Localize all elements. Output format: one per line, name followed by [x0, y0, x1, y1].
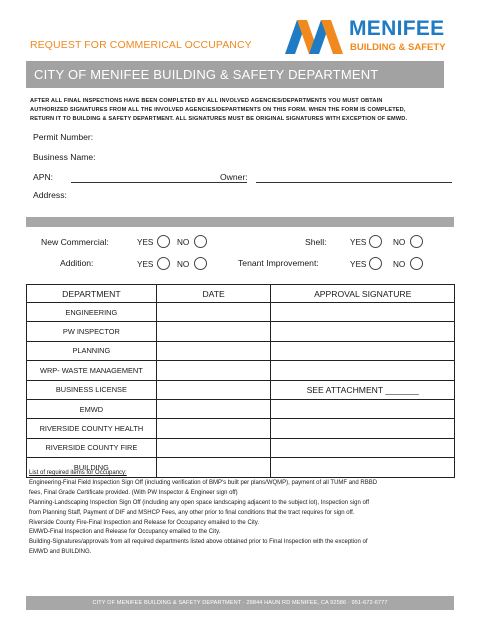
- signature-cell[interactable]: [271, 399, 455, 418]
- requirements-list: [29, 469, 453, 558]
- department-cell: RIVERSIDE COUNTY FIRE: [27, 438, 157, 457]
- department-cell: ENGINEERING: [27, 303, 157, 322]
- logo-subtitle: BUILDING & SAFETY: [350, 42, 446, 53]
- table-row: [27, 419, 455, 438]
- addition-label: Addition:: [60, 258, 94, 268]
- department-cell: WRP- WASTE MANAGEMENT: [27, 361, 157, 380]
- requirement-line: EMWD-Final Inspection and Release for Occupancy emailed to the City.: [29, 529, 221, 536]
- shell-label: Shell:: [305, 237, 327, 247]
- addition-no-radio[interactable]: [194, 257, 207, 270]
- signature-cell[interactable]: [271, 419, 455, 438]
- apn-label: APN:: [33, 172, 54, 182]
- tenant-improvement-no-radio[interactable]: [410, 257, 423, 270]
- addition-yes-radio[interactable]: [157, 257, 170, 270]
- tenant-improvement-no-label: NO: [393, 260, 406, 269]
- business-name-label: Business Name:: [33, 152, 96, 162]
- shell-yes-label: YES: [350, 238, 367, 247]
- signature-cell[interactable]: [271, 303, 455, 322]
- column-header-date: DATE: [156, 285, 271, 303]
- date-cell[interactable]: [156, 419, 271, 438]
- requirement-line: EMWD and BUILDING.: [29, 549, 92, 556]
- shell-no-radio[interactable]: [410, 235, 423, 248]
- table-row: [27, 380, 455, 399]
- approval-table: [26, 284, 455, 478]
- table-row: [27, 399, 455, 418]
- new-commercial-yes-radio[interactable]: [157, 235, 170, 248]
- apn-input-line[interactable]: [71, 182, 247, 183]
- table-header-row: [27, 285, 455, 303]
- requirement-line: Building-Signatures/approvals from all required departments listed above obtained prior to Final Inspection with the exception of: [29, 539, 368, 546]
- date-cell[interactable]: [156, 438, 271, 457]
- signature-cell[interactable]: [271, 322, 455, 341]
- form-title: REQUEST FOR COMMERICAL OCCUPANCY: [30, 39, 252, 51]
- date-cell[interactable]: [156, 399, 271, 418]
- tenant-improvement-yes-label: YES: [350, 260, 367, 269]
- column-header-signature: APPROVAL SIGNATURE: [271, 285, 455, 303]
- shell-no-label: NO: [393, 238, 406, 247]
- permit-number-label: Permit Number:: [33, 132, 94, 142]
- date-cell[interactable]: [156, 361, 271, 380]
- requirement-line: Planning-Landscaping Inspection Sign Off (including any open space landscaping adjacent to the subject lot), Inspection sign off: [29, 499, 370, 506]
- new-commercial-label: New Commercial:: [41, 237, 109, 247]
- requirements-heading: List of required items for Occupancy:: [29, 470, 127, 476]
- new-commercial-no-radio[interactable]: [194, 235, 207, 248]
- addition-yes-label: YES: [137, 260, 154, 269]
- department-cell: EMWD: [27, 399, 157, 418]
- table-row: [27, 438, 455, 457]
- requirement-line: fees, Final Grade Certificate provided. (With PW Inspector & Engineer sign off): [29, 489, 238, 496]
- menifee-logo: [283, 16, 453, 56]
- date-cell[interactable]: [156, 341, 271, 360]
- signature-cell[interactable]: [271, 380, 455, 399]
- tenant-improvement-label: Tenant Improvement:: [238, 258, 319, 268]
- instruction-line: AFTER ALL FINAL INSPECTIONS HAVE BEEN COMPLETED BY ALL INVOLVED AGENCIES/DEPARTMENTS YOU MUST OBTAIN: [30, 98, 383, 104]
- table-row: [27, 303, 455, 322]
- addition-no-label: NO: [177, 260, 190, 269]
- requirement-line: Engineering-Final Field Inspection Sign Off (including verification of BMP's built per plans/WQMP), payment of all TUMF and RBBD: [29, 479, 378, 486]
- instructions: [30, 97, 450, 124]
- department-cell: RIVERSIDE COUNTY HEALTH: [27, 419, 157, 438]
- section-divider: [26, 217, 454, 227]
- department-cell: PW INSPECTOR: [27, 322, 157, 341]
- owner-input-line[interactable]: [256, 182, 452, 183]
- menifee-logo-mark-icon: [283, 16, 345, 54]
- tenant-improvement-yes-radio[interactable]: [369, 257, 382, 270]
- instruction-line: AUTHORIZED SIGNATURES FROM ALL THE INVOLVED AGENCIES/DEPARTMENTS ON THIS FORM. WHEN THE FORM IS COMPLETED,: [30, 107, 406, 113]
- instruction-line: RETURN IT TO BUILDING & SAFETY DEPARTMENT. ALL SIGNATURES MUST BE ORIGINAL SIGNATURES WITH EXCEPTION OF EMWD.: [30, 116, 408, 122]
- date-cell[interactable]: [156, 380, 271, 399]
- new-commercial-no-label: NO: [177, 238, 190, 247]
- column-header-department: DEPARTMENT: [27, 285, 157, 303]
- department-cell: PLANNING: [27, 341, 157, 360]
- logo-wordmark: MENIFEE: [349, 17, 445, 40]
- signature-cell[interactable]: [271, 341, 455, 360]
- table-row: [27, 341, 455, 360]
- date-cell[interactable]: [156, 303, 271, 322]
- table-row: [27, 322, 455, 341]
- requirement-line: Riverside County Fire-Final Inspection and Release for Occupancy emailed to the City.: [29, 519, 259, 526]
- address-label: Address:: [33, 190, 67, 200]
- department-cell: BUSINESS LICENSE: [27, 380, 157, 399]
- new-commercial-yes-label: YES: [137, 238, 154, 247]
- footer-bar: CITY OF MENIFEE BUILDING & SAFETY DEPARTMENT · 29844 HAUN RD MENIFEE, CA 92586 · 951-672-6777: [26, 596, 454, 610]
- see-attachment-text: SEE ATTACHMENT _______: [306, 384, 419, 395]
- date-cell[interactable]: [156, 322, 271, 341]
- signature-cell[interactable]: [271, 361, 455, 380]
- signature-cell[interactable]: [271, 438, 455, 457]
- table-row: [27, 361, 455, 380]
- department-cell: BUILDING: [27, 458, 157, 477]
- shell-yes-radio[interactable]: [369, 235, 382, 248]
- requirement-line: from Planning Staff, Payment of DIF and MSHCP Fees, any other prior to final conditions that the tract requires for sign off.: [29, 509, 355, 516]
- department-banner: CITY OF MENIFEE BUILDING & SAFETY DEPARTMENT: [26, 61, 444, 88]
- owner-label: Owner:: [220, 172, 248, 182]
